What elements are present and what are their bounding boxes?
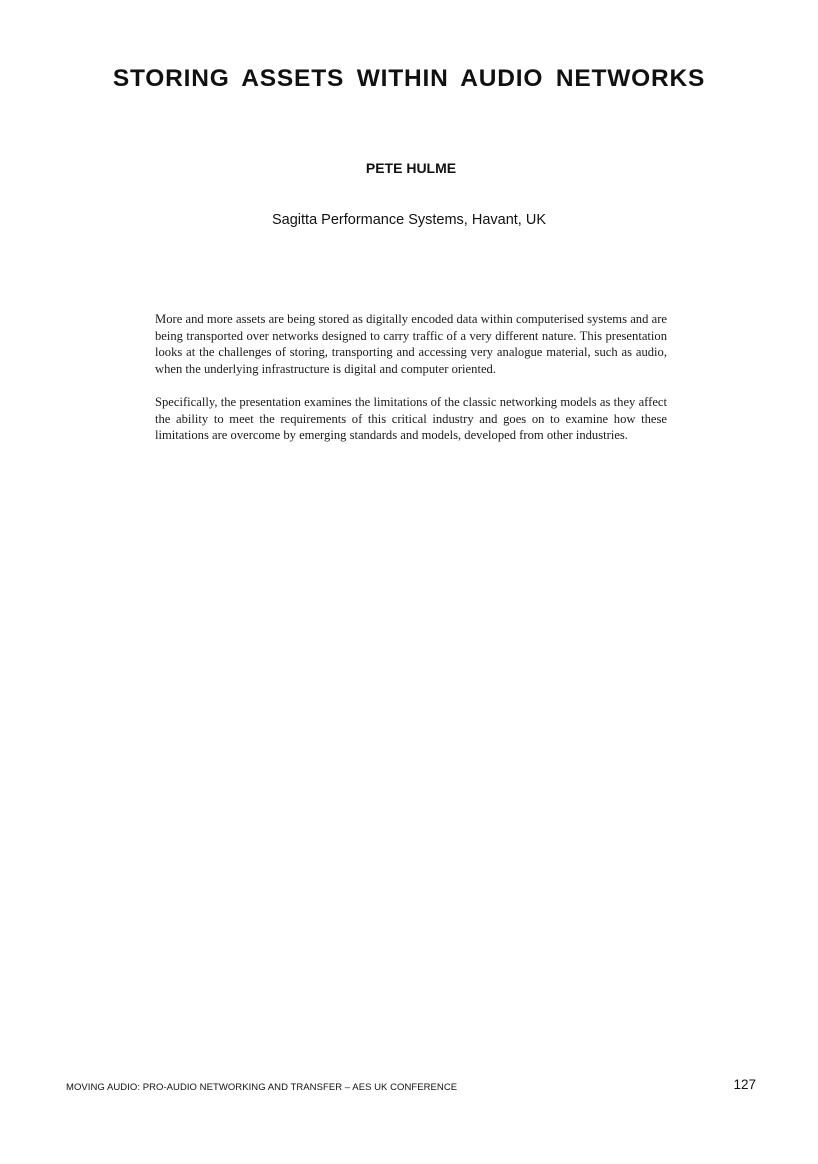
paper-title: STORING ASSETS WITHIN AUDIO NETWORKS: [112, 65, 706, 92]
page-number: 127: [733, 1077, 756, 1092]
abstract-paragraph-1: More and more assets are being stored as digitally encoded data within computerised systems and are being transported over networks designed to carry traffic of a very different nature. This presentation looks at the challenges of storing, transporting and accessing very analogue material, such as audio, when the underlying infrastructure is digital and computer oriented.: [155, 312, 667, 376]
footer-conference: MOVING AUDIO: PRO-AUDIO NETWORKING AND TRANSFER – AES UK CONFERENCE: [66, 1082, 458, 1093]
abstract-paragraph-2: Specifically, the presentation examines the limitations of the classic networking models as they affect the ability to meet the requirements of this critical industry and goes on to examine how these limitations are overcome by emerging standards and models, developed from other industries.: [155, 394, 667, 443]
author-affiliation: Sagitta Performance Systems, Havant, UK: [272, 212, 546, 228]
author-name: PETE HULME: [365, 160, 457, 176]
abstract: [155, 311, 667, 460]
